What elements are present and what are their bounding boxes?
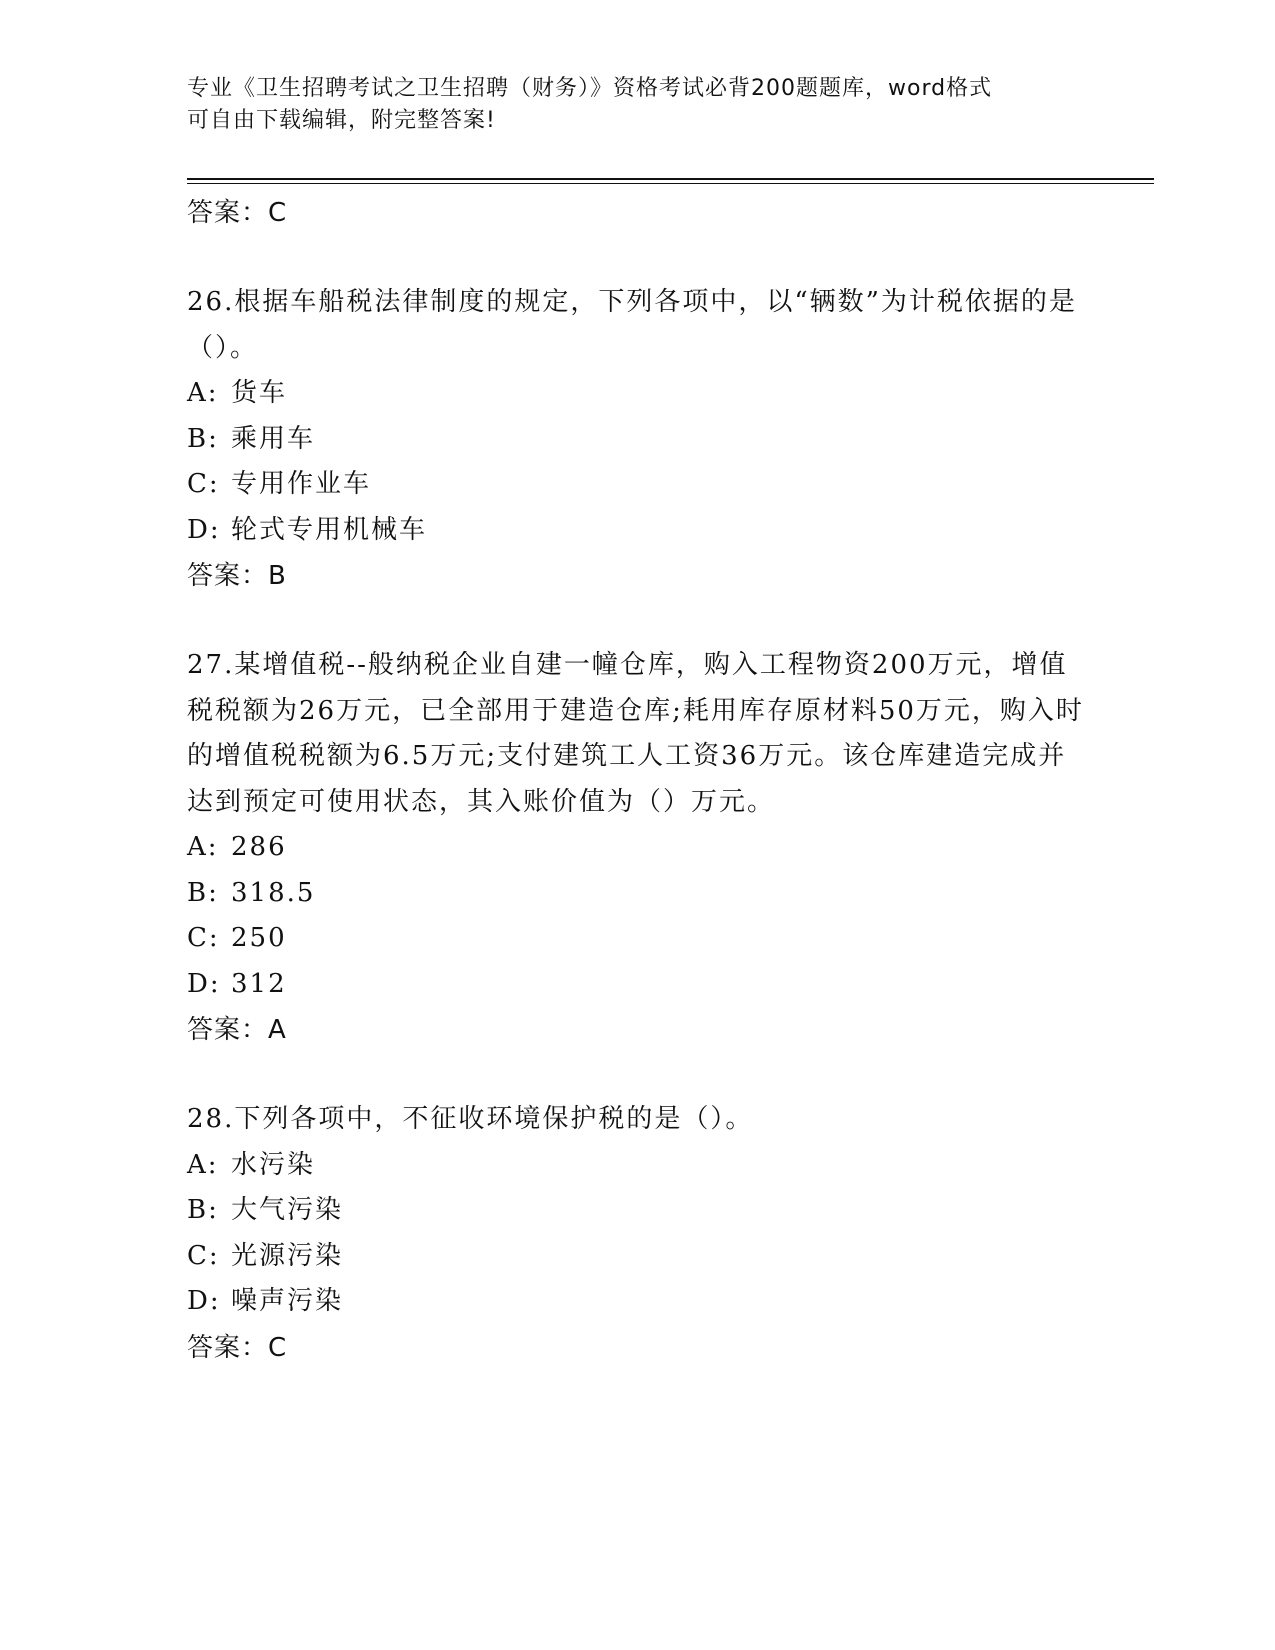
document-header	[187, 73, 1067, 137]
option-letter: D:	[187, 514, 221, 545]
option-letter: A:	[187, 1149, 219, 1180]
option-c	[187, 462, 1087, 508]
answer-line: 答案：C	[187, 1332, 288, 1363]
option-letter: D:	[187, 968, 221, 999]
question-text: 28.下列各项中，不征收环境保护税的是（）。	[187, 1104, 754, 1134]
question-27	[187, 643, 1087, 1053]
option-letter: B:	[187, 1195, 219, 1225]
option-letter: C:	[187, 1240, 220, 1271]
option-text: 光源污染	[231, 1240, 344, 1271]
option-text: 水污染	[231, 1149, 316, 1180]
option-text: 大气污染	[231, 1195, 344, 1225]
option-letter: C:	[187, 469, 220, 499]
header-line-2: 可自由下载编辑，附完整答案!	[187, 108, 496, 133]
option-letter: C:	[187, 923, 220, 953]
option-d	[187, 1279, 1087, 1325]
question-list	[187, 190, 1087, 1371]
option-text: 318.5	[231, 877, 316, 908]
previous-answer: 答案：C	[187, 198, 288, 228]
option-a	[187, 1143, 1087, 1189]
option-d	[187, 508, 1087, 554]
option-a	[187, 825, 1087, 871]
header-divider-thick	[187, 178, 1154, 180]
option-b	[187, 871, 1087, 917]
answer-line: 答案：B	[187, 561, 287, 591]
option-text: 312	[231, 968, 287, 999]
option-letter: B:	[187, 877, 219, 908]
option-a	[187, 371, 1087, 417]
option-text: 250	[231, 923, 287, 953]
option-letter: A:	[187, 378, 219, 408]
header-divider-thin	[187, 183, 1154, 184]
question-text: 27.某增值税--般纳税企业自建一幢仓库，购入工程物资200万元，增值税税额为26万元，已全部用于建造仓库;耗用库存原材料50万元，购入时的增值税税额为6.5万元;支付建筑工人工资36万元。该仓库建造完成并达到预定可使用状态，其入账价值为（）万元。	[187, 650, 1084, 817]
option-letter: D:	[187, 1286, 221, 1316]
question-28	[187, 1097, 1087, 1371]
option-c	[187, 1234, 1087, 1280]
question-26	[187, 280, 1087, 599]
option-text: 乘用车	[231, 423, 316, 454]
option-text: 噪声污染	[231, 1286, 344, 1316]
option-text: 货车	[231, 378, 288, 408]
option-text: 专用作业车	[231, 469, 372, 499]
question-text: 26.根据车船税法律制度的规定，下列各项中，以“辆数”为计税依据的是（）。	[187, 287, 1077, 363]
answer-line: 答案：A	[187, 1015, 287, 1045]
option-b	[187, 1188, 1087, 1234]
option-letter: B:	[187, 423, 219, 454]
header-line-1: 专业《卫生招聘考试之卫生招聘（财务）》资格考试必背200题题库，word格式	[187, 76, 993, 101]
option-text: 286	[231, 832, 287, 862]
option-text: 轮式专用机械车	[231, 514, 428, 545]
option-letter: A:	[187, 832, 219, 862]
option-b	[187, 417, 1087, 463]
option-d	[187, 962, 1087, 1008]
option-c	[187, 916, 1087, 962]
